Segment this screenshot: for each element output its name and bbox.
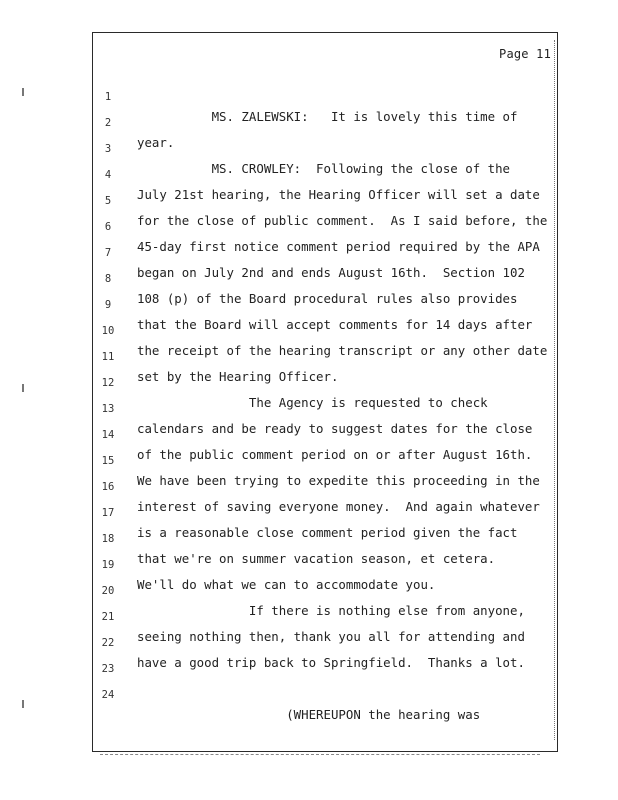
line-text: The Agency is requested to check xyxy=(137,395,488,410)
line-text: calendars and be ready to suggest dates for the close xyxy=(137,421,533,436)
line-number: 4 xyxy=(104,169,112,181)
line-number: 18 xyxy=(101,533,115,545)
left-margin-mark xyxy=(22,88,24,96)
line-number: 24 xyxy=(101,689,115,701)
line-text: If there is nothing else from anyone, xyxy=(137,603,525,618)
left-margin-mark xyxy=(22,384,24,392)
line-number: 12 xyxy=(101,377,115,389)
line-text: 108 (p) of the Board procedural rules also provides xyxy=(137,291,518,306)
line-text: of the public comment period on or after August 16th. xyxy=(137,447,533,462)
line-number: 3 xyxy=(104,143,112,155)
line-text: is a reasonable close comment period given the fact xyxy=(137,525,518,540)
right-edge-scan-marks xyxy=(554,40,563,740)
line-text: 45-day first notice comment period required by the APA xyxy=(137,239,540,254)
line-number: 20 xyxy=(101,585,115,597)
line-text: interest of saving everyone money. And again whatever xyxy=(137,499,540,514)
line-number: 11 xyxy=(101,351,115,363)
line-number: 5 xyxy=(104,195,112,207)
bottom-edge-scan-marks xyxy=(100,754,540,757)
line-text: MS. ZALEWSKI: It is lovely this time of xyxy=(137,109,518,124)
line-text: for the close of public comment. As I said before, the xyxy=(137,213,548,228)
transcript-line xyxy=(93,67,559,124)
line-text: began on July 2nd and ends August 16th. Section 102 xyxy=(137,265,525,280)
line-number: 14 xyxy=(101,429,115,441)
line-text: We have been trying to expedite this proceeding in the xyxy=(137,473,540,488)
line-text: year. xyxy=(137,135,175,150)
line-text: July 21st hearing, the Hearing Officer will set a date xyxy=(137,187,540,202)
line-number: 17 xyxy=(101,507,115,519)
line-number: 7 xyxy=(104,247,112,259)
line-number: 15 xyxy=(101,455,115,467)
transcript-page xyxy=(92,32,558,752)
line-text: seeing nothing then, thank you all for attending and xyxy=(137,629,525,644)
left-margin-mark xyxy=(22,700,24,708)
line-number: 10 xyxy=(101,325,115,337)
page-number: Page 11 xyxy=(499,47,551,61)
line-number: 2 xyxy=(104,117,112,129)
line-text: have a good trip back to Springfield. Thanks a lot. xyxy=(137,655,525,670)
line-number: 23 xyxy=(101,663,115,675)
line-number: 8 xyxy=(104,273,112,285)
line-text: that the Board will accept comments for 14 days after xyxy=(137,317,533,332)
line-text: the receipt of the hearing transcript or any other date xyxy=(137,343,548,358)
line-number: 1 xyxy=(104,91,112,103)
line-number: 13 xyxy=(101,403,115,415)
line-text: set by the Hearing Officer. xyxy=(137,369,339,384)
line-text: We'll do what we can to accommodate you. xyxy=(137,577,436,592)
line-text: MS. CROWLEY: Following the close of the xyxy=(137,161,510,176)
transcript-line xyxy=(93,665,559,722)
line-number: 19 xyxy=(101,559,115,571)
line-number: 6 xyxy=(104,221,112,233)
line-text: that we're on summer vacation season, et cetera. xyxy=(137,551,496,566)
line-number: 22 xyxy=(101,637,115,649)
line-number: 21 xyxy=(101,611,115,623)
line-number: 9 xyxy=(104,299,112,311)
line-text: (WHEREUPON the hearing was xyxy=(137,707,481,722)
line-number: 16 xyxy=(101,481,115,493)
